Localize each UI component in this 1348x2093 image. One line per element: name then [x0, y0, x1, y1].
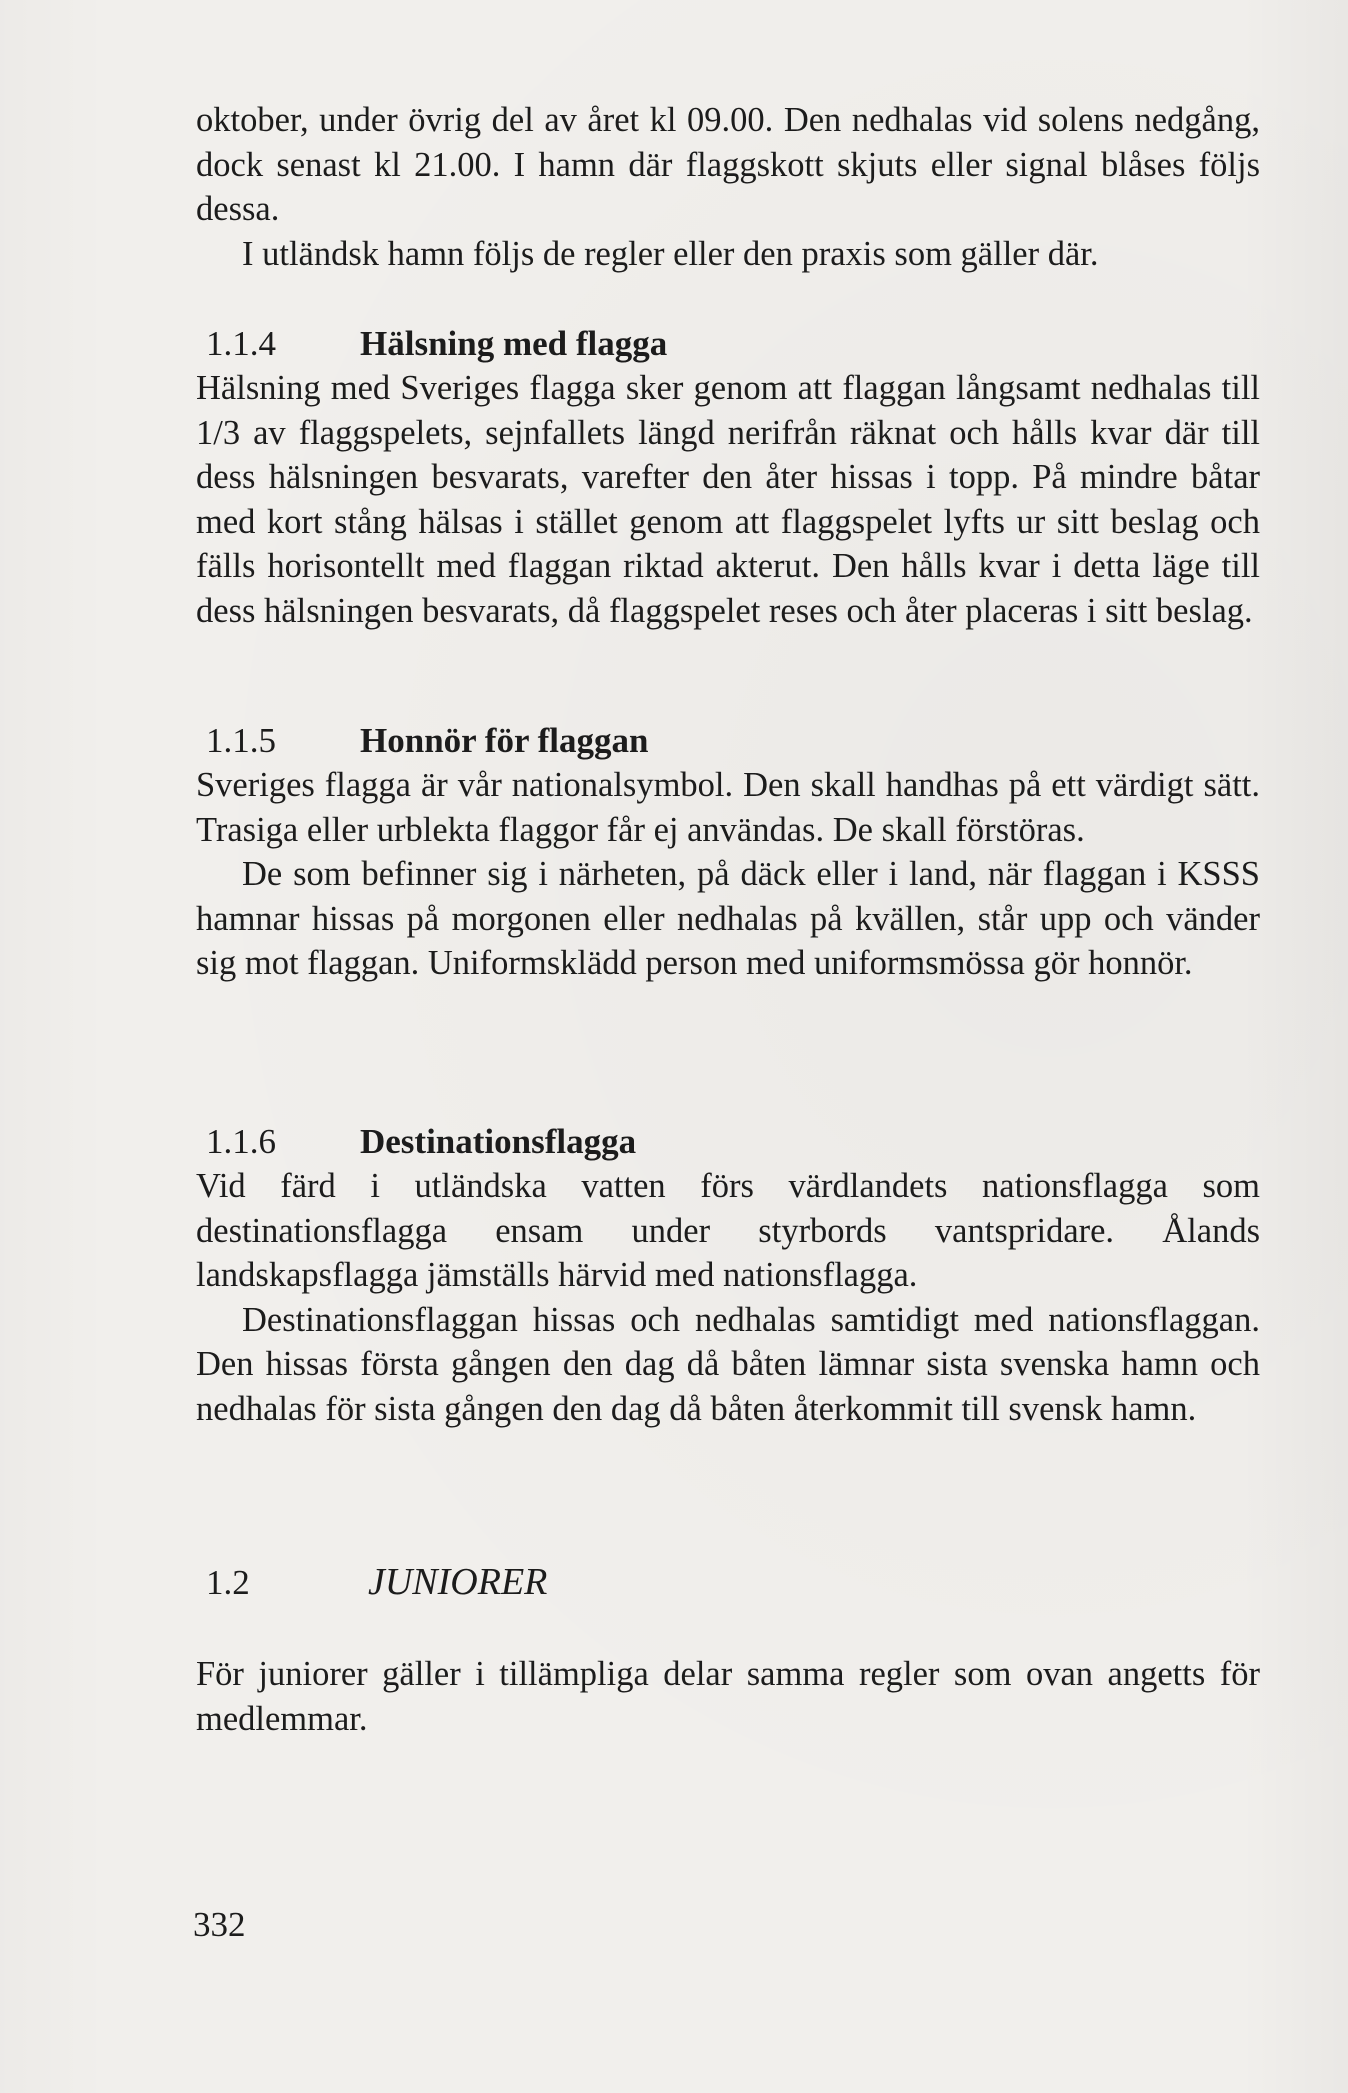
- section-paragraph: Sveriges flagga är vår nationalsymbol. Den skall handhas på ett värdigt sätt. Trasiga eller urblekta flaggor får ej användas. De skall förstöras.: [196, 766, 1260, 849]
- intro-paragraph-foreign-harbour: I utländsk hamn följs de regler eller den praxis som gäller där.: [242, 234, 1099, 273]
- section-paragraph: Destinationsflaggan hissas och nedhalas samtidigt med nationsflaggan. Den hissas första gången den dag då båten lämnar sista svenska hamn och nedhalas för sista gången den dag då båten återkommit till svensk hamn.: [196, 1300, 1260, 1428]
- section-paragraph: För juniorer gäller i tillämpliga delar samma regler som ovan angetts för medlemmar.: [196, 1655, 1260, 1738]
- heading-1-2: [206, 1560, 547, 1605]
- section-1-2-body: [196, 1652, 1260, 1741]
- section-paragraph: Hälsning med Sveriges flagga sker genom att flaggan långsamt nedhalas till 1/3 av flaggspelets, sejnfallets längd nerifrån räknat och hålls kvar där till dess hälsningen besvarats, varefter den åter hissas i topp. På mindre båtar med kort stång hälsas i stället genom att flaggspelet lyfts ur sitt beslag och fälls horisontellt med flaggan riktad akterut. Den hålls kvar i detta läge till dess hälsningen besvarats, då flaggspelet reses och åter placeras i sitt beslag.: [196, 369, 1260, 630]
- section-paragraph: De som befinner sig i närheten, på däck eller i land, när flaggan i KSSS hamnar hissas på morgonen eller nedhalas på kvällen, står upp och vänder sig mot flaggan. Uniformsklädd person med uniformsmössa gör honnör.: [196, 855, 1260, 982]
- heading-title: Honnör för flaggan: [360, 721, 649, 760]
- intro-paragraph: oktober, under övrig del av året kl 09.00. Den nedhalas vid solens nedgång, dock senast kl 21.00. I hamn där flaggskott skjuts eller signal blåses följs dessa.: [196, 101, 1260, 228]
- section-1-1-5-body: [196, 763, 1260, 986]
- section-1-1-4-body: [196, 366, 1260, 633]
- heading-number: 1.2: [206, 1563, 250, 1602]
- heading-number: 1.1.5: [206, 721, 276, 760]
- heading-number: 1.1.6: [206, 1122, 276, 1161]
- heading-1-1-5: [206, 719, 648, 763]
- intro-text: [196, 98, 1260, 276]
- page-number: 332: [193, 1905, 246, 1944]
- section-paragraph: Vid färd i utländska vatten förs värdlandets nationsflagga som destinationsflagga ensam under styrbords vantspridare. Ålands landskapsflagga jämställs härvid med nationsflagga.: [196, 1167, 1260, 1294]
- heading-number: 1.1.4: [206, 324, 276, 363]
- heading-title: JUNIORER: [368, 1561, 548, 1603]
- section-1-1-6-body: [196, 1164, 1260, 1431]
- heading-title: Destinationsflagga: [360, 1122, 637, 1161]
- heading-1-1-4: [206, 322, 667, 366]
- heading-1-1-6: [206, 1120, 636, 1164]
- heading-title: Hälsning med flagga: [360, 324, 668, 363]
